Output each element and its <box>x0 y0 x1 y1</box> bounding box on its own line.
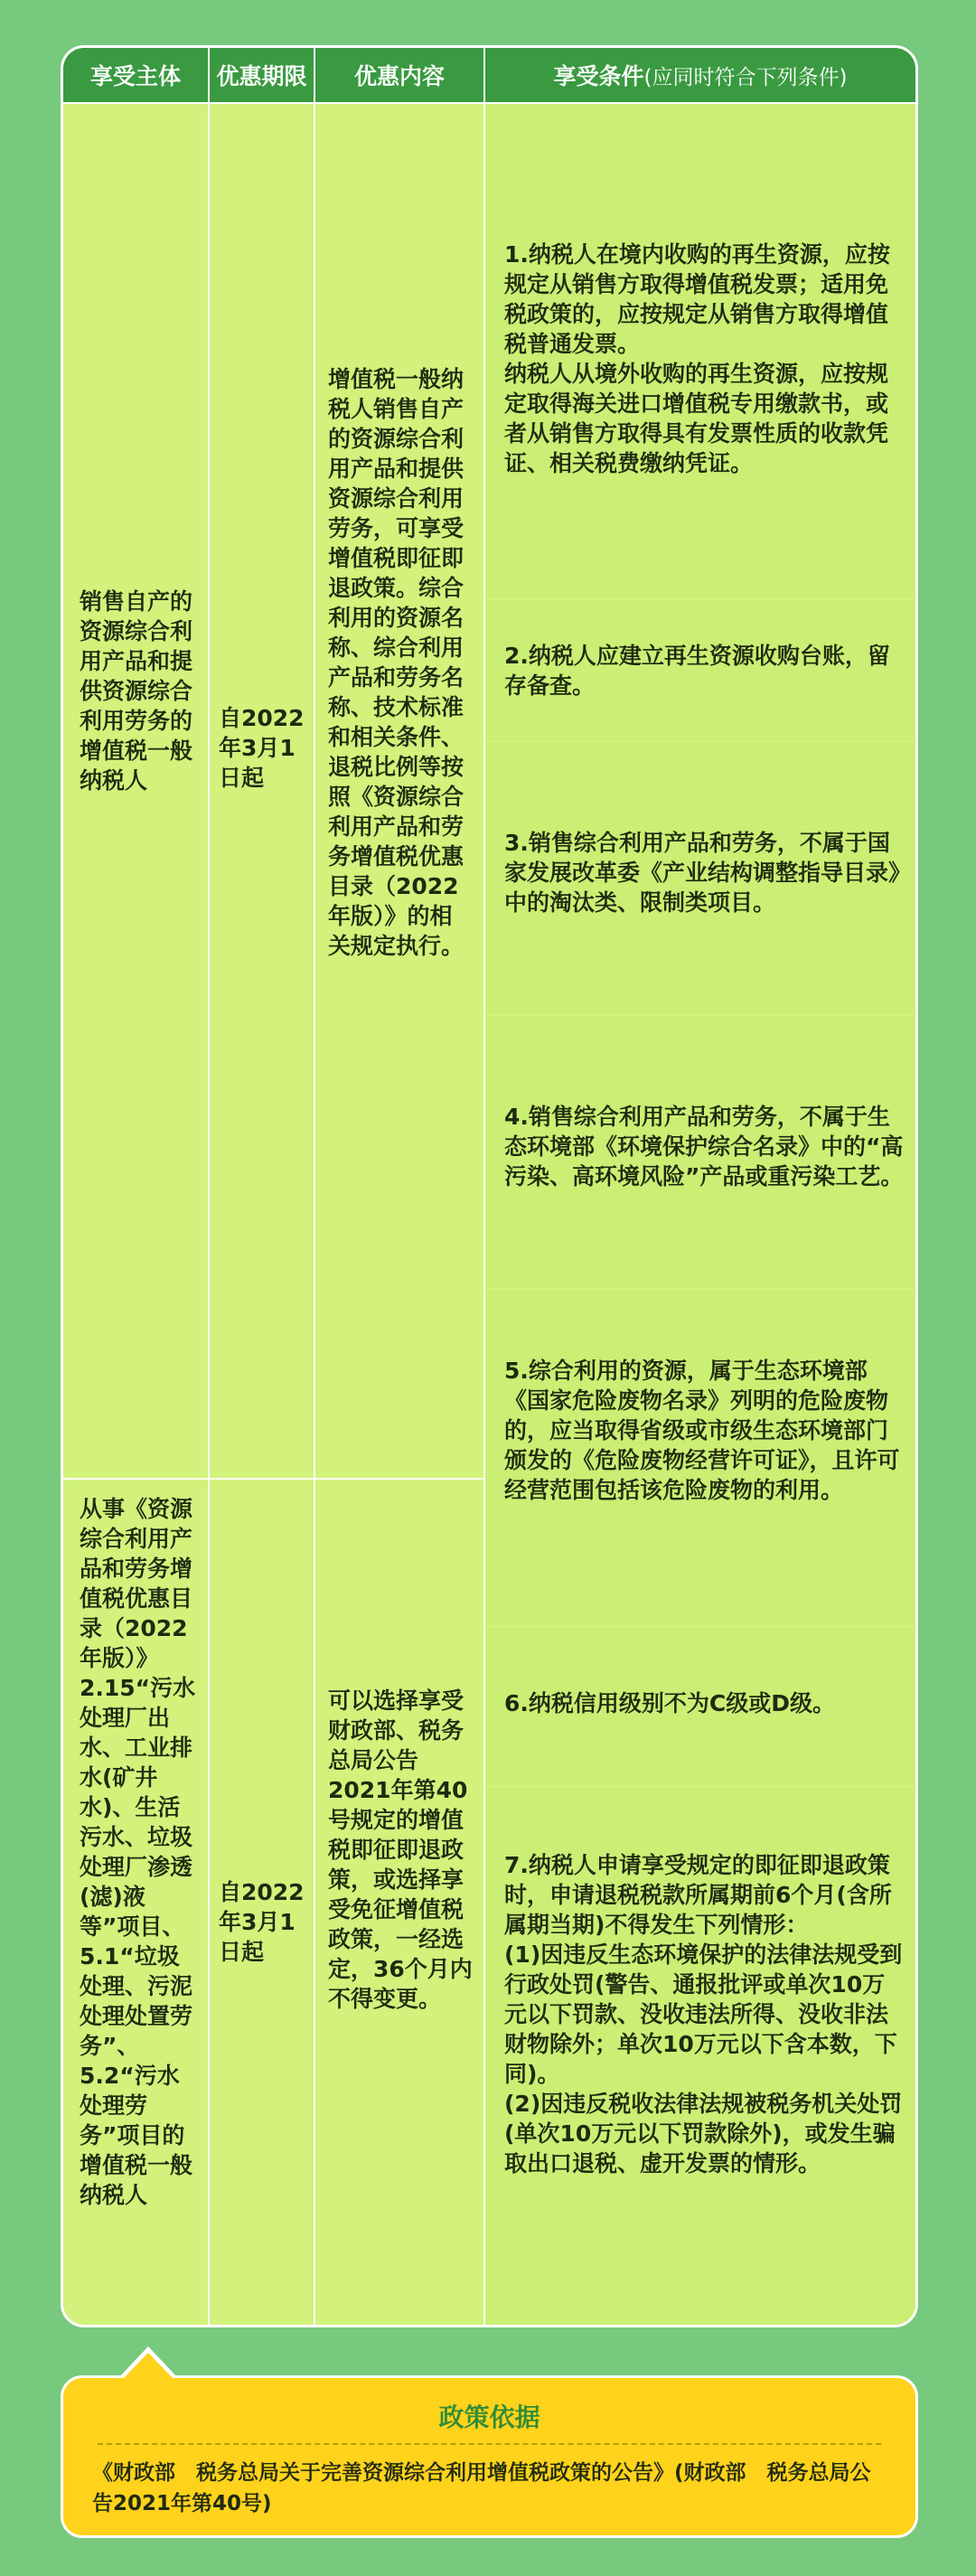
header-content-label: 优惠内容 <box>353 63 445 89</box>
row1-period: 自2022年3月1日起 <box>219 705 305 791</box>
divider <box>63 1478 208 1480</box>
condition-1: 1.纳税人在境内收购的再生资源，应按规定从销售方取得增值税发票；适用免税政策的，应按规定从销售方取得增值税普通发票。 纳税人从境外收购的再生资源，应按规定取得海关进口增值税专用缴款书，或者从销售方取得具有发票性质的收款凭证、相关税费缴纳凭证。 <box>504 241 890 476</box>
condition-5: 5.综合利用的资源，属于生态环境部《国家危险废物名录》列明的危险废物的，应当取得省级或市级生态环境部门颁发的《危险废物经营许可证》，且许可经营范围包括该危险废物的利用。 <box>504 1358 900 1503</box>
condition-cell-2 <box>485 600 915 740</box>
header-conditions-note: (应同时符合下列条件) <box>643 65 848 89</box>
divider <box>208 48 210 2327</box>
condition-cell-7 <box>485 1787 915 2325</box>
header-subject <box>63 48 208 102</box>
condition-cell-5 <box>485 1290 915 1625</box>
policy-title: 政策依据 <box>438 2402 540 2432</box>
dashed-divider <box>98 2443 881 2445</box>
condition-3: 3.销售综合利用产品和劳务，不属于国家发展改革委《产业结构调整指导目录》中的淘汰类、限制类项目。 <box>504 830 900 916</box>
header-conditions-label: 享受条件 <box>553 63 644 89</box>
condition-6: 6.纳税信用级别不为C级或D级。 <box>504 1690 835 1716</box>
divider <box>314 48 315 2327</box>
condition-7: 7.纳税人申请享受规定的即征即退政策时，申请退税税款所属期前6个月(含所属期当期)不得发生下列情形： (1)因违反生态环境保护的法律法规受到行政处罚(警告、通报批评或单次10万元以下罚款、没收违法所得、没收非法财物除外；单次10万元以下含本数，下同)。 (2)因违反税收法律法规被税务机关处罚(单次10万元以下罚款除外)，或发生骗取出口退税、虚开发票的情形。 <box>504 1852 903 2176</box>
policy-table <box>61 45 918 2327</box>
header-period-label: 优惠期限 <box>216 63 307 89</box>
divider <box>314 1478 483 1480</box>
condition-2: 2.纳税人应建立再生资源收购台账，留存备查。 <box>504 643 890 699</box>
condition-cell-6 <box>485 1627 915 1785</box>
condition-4: 4.销售综合利用产品和劳务，不属于生态环境部《环境保护综合名录》中的“高污染、高环境风险”产品或重污染工艺。 <box>504 1104 904 1189</box>
header-period <box>210 48 314 102</box>
row2-period: 自2022年3月1日起 <box>219 1879 305 1965</box>
divider <box>63 102 918 104</box>
header-content <box>315 48 483 102</box>
condition-cell-1 <box>485 104 915 598</box>
header-conditions <box>485 48 915 102</box>
header-subject-label: 享受主体 <box>89 63 181 89</box>
divider <box>208 1478 314 1480</box>
condition-cell-3 <box>485 742 915 1014</box>
callout-pointer-inner <box>122 2353 174 2380</box>
row1-subject: 销售自产的资源综合利用产品和提供资源综合利用劳务的增值税一般纳税人 <box>80 588 193 794</box>
row1-content: 增值税一般纳税人销售自产的资源综合利用产品和提供资源综合利用劳务，可享受增值税即征即退政策。综合利用的资源名称、综合利用产品和劳务名称、技术标准和相关条件、退税比例等按照《资源综合利用产品和劳务增值税优惠目录（2022年版）》的相关规定执行。 <box>328 366 465 959</box>
policy-text: 《财政部 税务总局关于完善资源综合利用增值税政策的公告》(财政部 税务总局公告2021年第40号) <box>92 2461 871 2515</box>
policy-basis-box <box>61 2375 918 2538</box>
row2-subject: 从事《资源综合利用产品和劳务增值税优惠目录（2022年版）》2.15“污水处理厂出水、工业排水(矿井水)、生活污水、垃圾处理厂渗透(滤)液等”项目、5.1“垃圾处理、污泥处理处置劳务”、5.2“污水处理劳务”项目的增值税一般纳税人 <box>80 1496 196 2208</box>
row2-content: 可以选择享受财政部、税务总局公告2021年第40号规定的增值税即征即退政策，或选择享受免征增值税政策，一经选定，36个月内不得变更。 <box>328 1688 473 2012</box>
condition-cell-4 <box>485 1016 915 1288</box>
divider <box>483 48 485 2327</box>
